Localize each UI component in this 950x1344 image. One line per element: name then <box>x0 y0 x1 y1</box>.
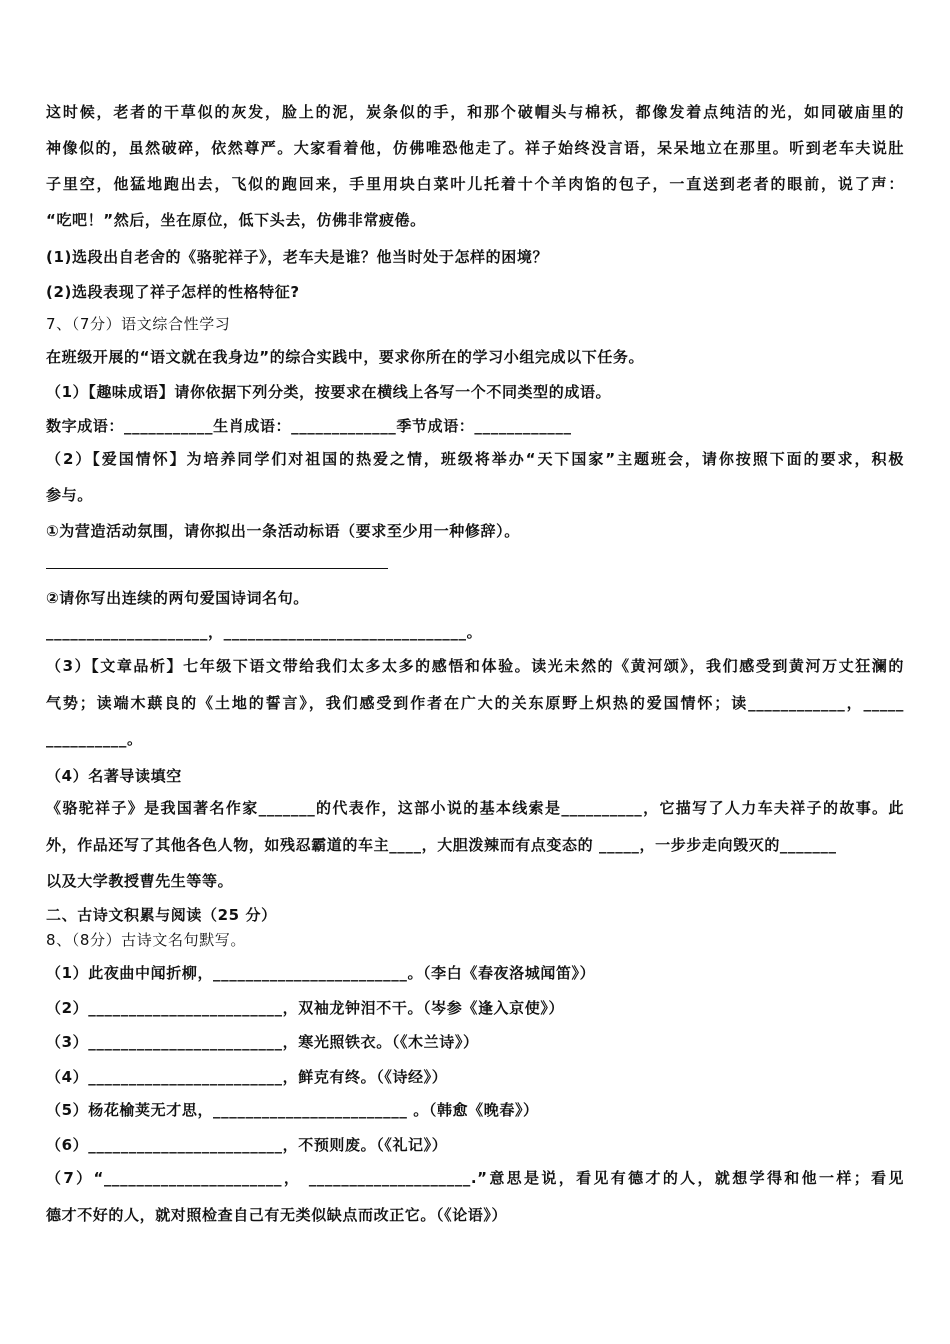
q8-item-5: （5）杨花榆荚无才思，________________________ 。（韩愈《晚春》） <box>46 1101 539 1119</box>
passage-line-1: 这时候，老者的干草似的灰发，脸上的泥，炭条似的手，和那个破帽头与棉袄，都像发着点纯洁的光，如同破庙里的 <box>46 103 904 121</box>
q7-poem-blank-line: ____________________，______________________________。 <box>46 623 483 641</box>
q6-subquestion-1: (1)选段出自老舍的《骆驼祥子》，老车夫是谁？他当时处于怎样的困境？ <box>46 248 549 266</box>
q8-item-2: （2）________________________，双袖龙钟泪不干。（岑参《逢入京使》） <box>46 999 565 1017</box>
passage-line-2: 神像似的，虽然破碎，依然尊严。大家看着他，仿佛唯恐他走了。祥子始终没言语，呆呆地立在那里。听到老车夫说肚 <box>46 139 904 157</box>
q7-heading: 7、（7分）语文综合性学习 <box>46 315 231 333</box>
q7-part3-line-2: 气势；读端木蕻良的《土地的誓言》，我们感受到作者在广大的关东原野上炽热的爱国情怀；读____________，_____ <box>46 694 904 712</box>
q8-item-6: （6）________________________，不预则废。（《礼记》） <box>46 1136 448 1154</box>
section2-heading: 二、古诗文积累与阅读（25 分） <box>46 906 277 924</box>
q8-item-3: （3）________________________，寒光照铁衣。（《木兰诗》） <box>46 1033 479 1051</box>
q7-part1: （1）【趣味成语】请你依据下列分类，按要求在横线上各写一个不同类型的成语。 <box>46 383 612 401</box>
q7-part2-line-2: 参与。 <box>46 486 93 504</box>
q7-part2-item-2: ②请你写出连续的两句爱国诗词名句。 <box>46 589 309 607</box>
passage-line-4: “吃吧！”然后，坐在原位，低下头去，仿佛非常疲倦。 <box>46 211 426 229</box>
q7-idiom-line: 数字成语：___________生肖成语：_____________季节成语：____________ <box>46 417 572 435</box>
q7-part4-line-2: 外，作品还写了其他各色人物，如残忍霸道的车主____，大胆泼辣而有点变态的 _____，一步步走向毁灭的_______ <box>46 836 837 854</box>
q7-part2-item-1: ①为营造活动氛围，请你拟出一条活动标语（要求至少用一种修辞）。 <box>46 522 520 540</box>
q7-part4-line-3: 以及大学教授曹先生等等。 <box>46 872 234 890</box>
q8-item-1: （1）此夜曲中闻折柳，________________________。（李白《春夜洛城闻笛》） <box>46 964 596 982</box>
q7-part4-line-1: 《骆驼祥子》是我国著名作家_______的代表作，这部小说的基本线索是__________，它描写了人力车夫祥子的故事。此 <box>46 799 904 817</box>
q7-intro: 在班级开展的“语文就在我身边”的综合实践中，要求你所在的学习小组完成以下任务。 <box>46 348 645 366</box>
q8-item-7-line-1: （7）“______________________， ____________________.”意思是说，看见有德才的人，就想学得和他一样；看见 <box>46 1169 904 1187</box>
q7-part3-line-1: （3）【文章品析】七年级下语文带给我们太多太多的感悟和体验。读光未然的《黄河颂》，我们感受到黄河万丈狂澜的 <box>46 657 904 675</box>
passage-line-3: 子里空，他猛地跑出去，飞似的跑回来，手里用块白菜叶儿托着十个羊肉馅的包子，一直送到老者的眼前，说了声： <box>46 175 904 193</box>
q8-item-7-line-2: 德才不好的人，就对照检查自己有无类似缺点而改正它。（《论语》） <box>46 1206 508 1224</box>
q8-heading: 8、（8分）古诗文名句默写。 <box>46 931 246 949</box>
q7-part3-line-3: __________。 <box>46 730 143 748</box>
q7-part4-title: （4）名著导读填空 <box>46 767 182 785</box>
q6-subquestion-2: (2)选段表现了祥子怎样的性格特征? <box>46 283 300 301</box>
q7-part2-line-1: （2）【爱国情怀】为培养同学们对祖国的热爱之情，班级将举办“天下国家”主题班会，请你按照下面的要求，积极 <box>46 450 904 468</box>
q8-item-4: （4）________________________，鲜克有终。（《诗经》） <box>46 1068 448 1086</box>
slogan-answer-line <box>46 568 388 569</box>
